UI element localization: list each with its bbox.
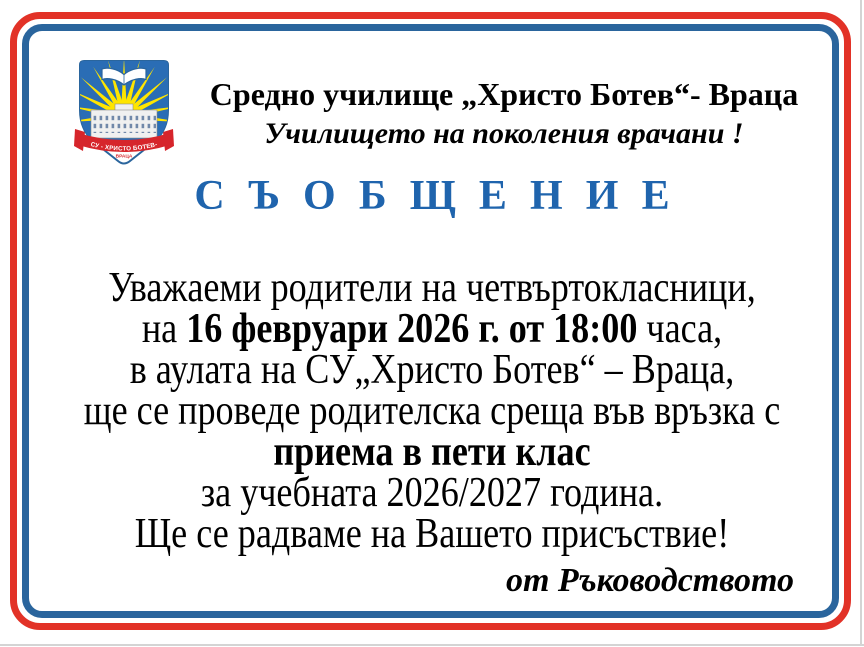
body-line-3: в аулата на СУ„Христо Ботев“ – Враца, (129, 347, 735, 393)
body-text-segment: часа, (637, 306, 723, 352)
body-line-7: Ще се радваме на Вашето присъствие! (134, 511, 730, 557)
slide-edge-right (860, 0, 862, 646)
logo-ribbon-text: СУ - ХРИСТО БОТЕВ- (89, 141, 159, 153)
announcement-body (11, 265, 854, 557)
body-line-2 (11, 306, 854, 352)
body-line-1: Уважаеми родители на четвъртокласници, (108, 265, 756, 311)
school-motto: Училището на поколения врачани ! (264, 116, 744, 150)
announcement-title: С Ъ О Б Щ Е Н И Е (194, 173, 676, 219)
header (178, 76, 830, 151)
logo-city-text: ВРАЦА (115, 154, 133, 160)
body-line-4: ще се проведе родителска среща във връзка с (83, 388, 781, 434)
school-logo (74, 58, 174, 170)
slide-edge-bottom (0, 644, 864, 646)
body-text-segment-bold: 16 февруари 2026 г. от 18:00 (186, 306, 638, 352)
body-line-6: за учебната 2026/2027 година. (200, 470, 664, 516)
body-line-5: приема в пети клас (273, 429, 591, 475)
school-name: Средно училище „Христо Ботев“- Враца (209, 76, 799, 112)
signature: от Ръководството (505, 562, 794, 599)
body-text-segment: на (141, 306, 187, 352)
